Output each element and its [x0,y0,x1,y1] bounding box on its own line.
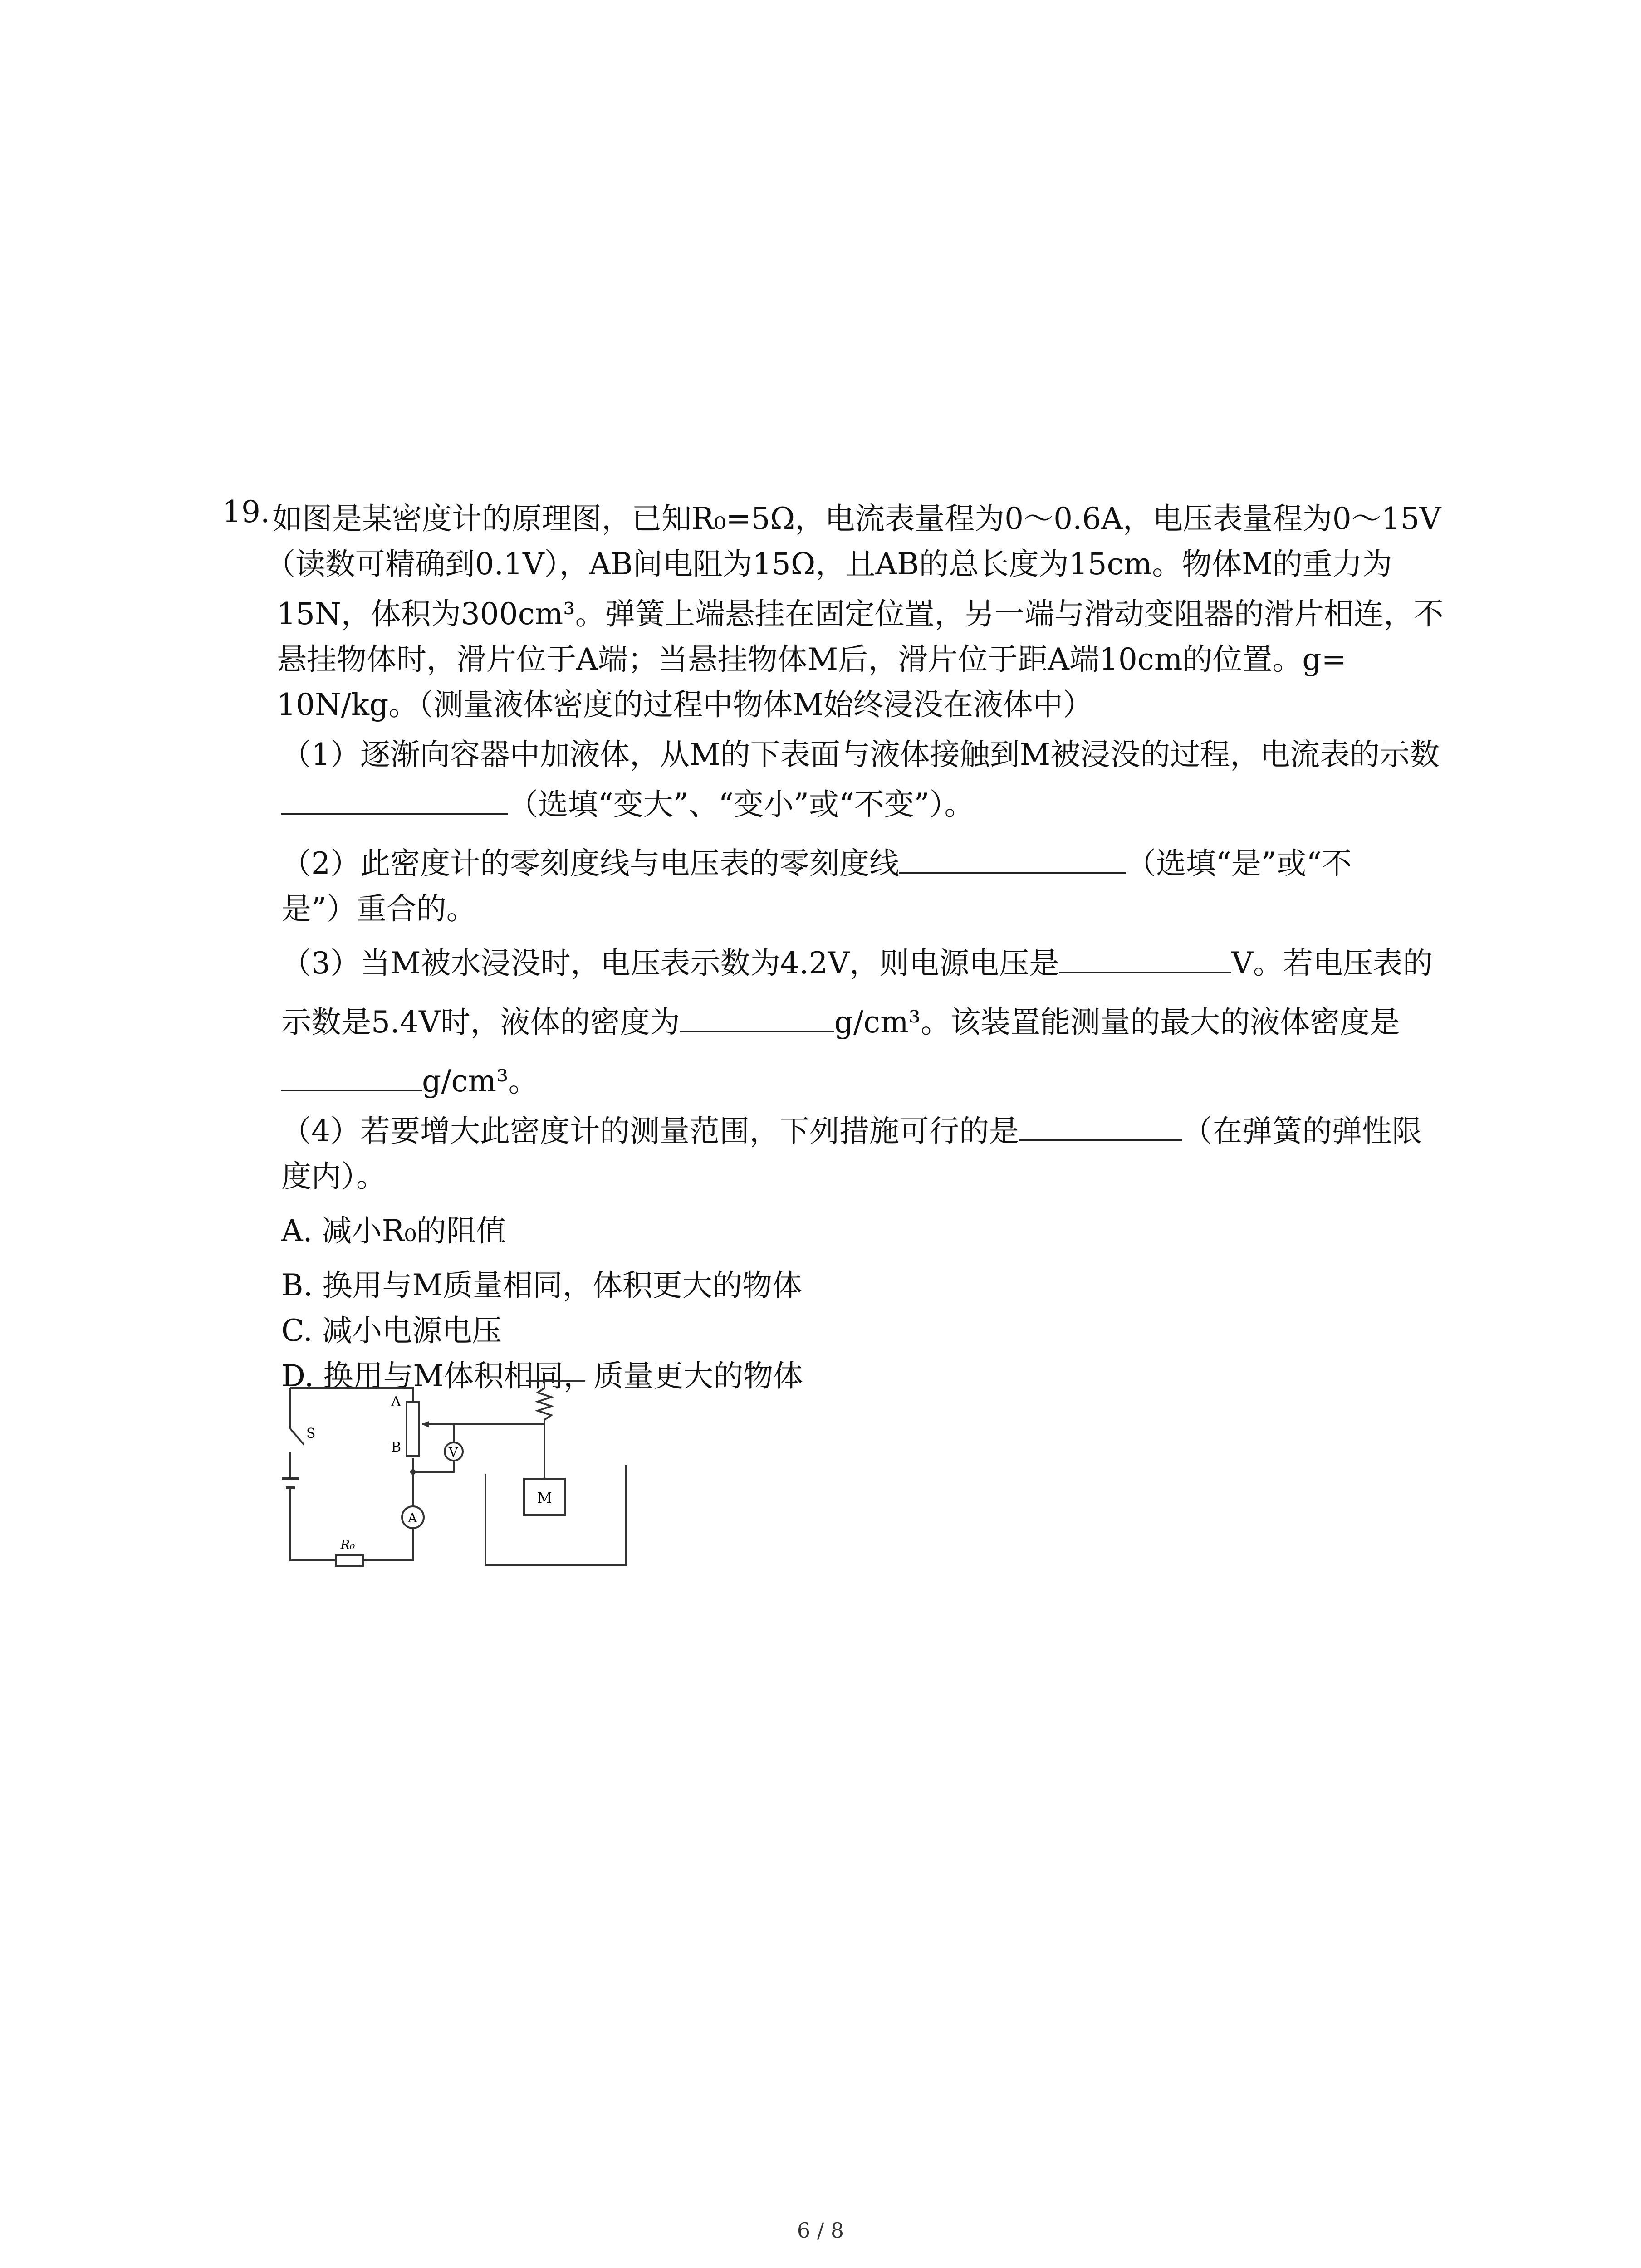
part-2-line-2: 是”）重合的。 [281,891,476,926]
answer-blank-2[interactable] [899,844,1126,874]
part-1-line-2 [281,780,974,823]
part-2-line-1 [281,839,1352,882]
part-1-options: （选填“变大”、“变小”或“不变”）。 [508,787,975,822]
answer-blank-5[interactable] [281,1061,422,1091]
part-3-text-2: 示数是5.4V时，液体的密度为 [281,1005,680,1040]
resistor-r0-icon [336,1555,363,1566]
circuit-figure [272,1374,635,1579]
question-line-2: （读数可精确到0.1V），AB间电阻为15Ω，且AB的总长度为15cm。物体M的重力为 [265,547,1392,582]
label-m: M [537,1489,552,1506]
part-3-line-3 [281,1057,539,1100]
label-a: A [391,1394,401,1410]
label-b: B [391,1439,402,1455]
part-1-text: （1）逐渐向容器中加液体，从M的下表面与液体接触到M被浸没的过程，电流表的示数 [281,737,1440,772]
part-2-options: （选填“是”或“不 [1126,846,1352,881]
label-r0: R₀ [340,1537,355,1552]
slider-arrow-icon [422,1421,429,1427]
option-c[interactable]: C. 减小电源电压 [281,1313,502,1348]
label-v: V [449,1445,458,1460]
question-line-1: 如图是某密度计的原理图，已知R₀=5Ω，电流表量程为0～0.6A，电压表量程为0～15V [272,501,1441,536]
part-3-unit-2: g/cm³。 [422,1064,539,1099]
part-2-text: （2）此密度计的零刻度线与电压表的零刻度线 [281,846,899,881]
question-line-3: 15N，体积为300cm³。弹簧上端悬挂在固定位置，另一端与滑动变阻器的滑片相连，不 [277,596,1444,631]
part-4-line-1 [281,1107,1422,1150]
answer-blank-4[interactable] [680,1002,834,1032]
option-b[interactable]: B. 换用与M质量相同，体积更大的物体 [281,1268,803,1303]
junction-dot [410,1469,416,1475]
label-ammeter: A [408,1510,417,1525]
question-line-4: 悬挂物体时，滑片位于A端；当悬挂物体M后，滑片位于距A端10cm的位置。g= [277,642,1347,677]
part-3-line-2 [281,998,1400,1041]
answer-blank-3[interactable] [1059,943,1231,973]
battery-icon [282,1479,299,1488]
question-line-5: 10N/kg。（测量液体密度的过程中物体M始终浸没在液体中） [277,687,1093,722]
part-4-line-2: 度内）。 [281,1159,386,1194]
part-3-text-3: g/cm³。该装置能测量的最大的液体密度是 [834,1005,1400,1040]
part-4-note: （在弹簧的弹性限 [1182,1114,1422,1149]
label-s: S [306,1426,316,1442]
option-d[interactable]: D. 换用与M体积相同，质量更大的物体 [281,1359,803,1393]
answer-blank-1[interactable] [281,785,508,815]
part-3-unit: V。若电压表的 [1231,946,1433,981]
option-a[interactable]: A. 减小R₀的阻值 [281,1213,506,1248]
part-3-line-1 [281,939,1433,982]
part-4-text: （4）若要增大此密度计的测量范围，下列措施可行的是 [281,1114,1019,1149]
part-3-text: （3）当M被水浸没时，电压表示数为4.2V，则电源电压是 [281,946,1059,981]
page-number: 6 / 8 [797,2218,844,2243]
question-number: 19. [222,494,270,529]
answer-blank-6[interactable] [1019,1111,1182,1141]
